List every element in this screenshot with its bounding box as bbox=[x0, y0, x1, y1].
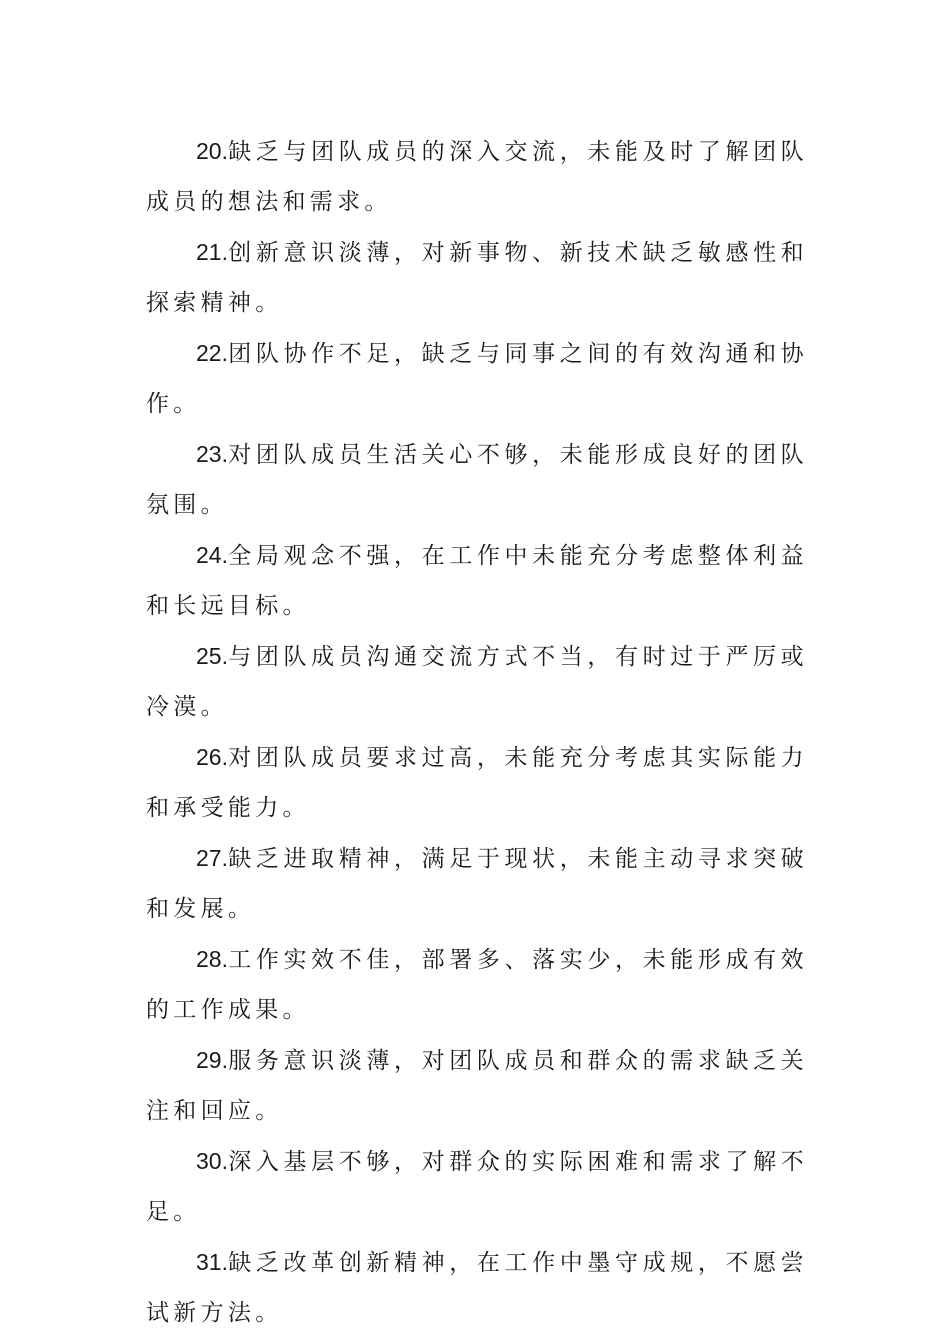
item-number: 27. bbox=[196, 845, 228, 871]
item-number: 30. bbox=[196, 1148, 228, 1174]
item-text: 工作实效不佳，部署多、落实少，未能形成有效的工作成果。 bbox=[146, 947, 808, 1023]
item-text: 缺乏改革创新精神，在工作中墨守成规，不愿尝试新方法。 bbox=[146, 1250, 808, 1326]
item-number: 28. bbox=[196, 946, 228, 972]
item-text: 团队协作不足，缺乏与同事之间的有效沟通和协作。 bbox=[146, 341, 808, 417]
item-text: 缺乏与团队成员的深入交流，未能及时了解团队成员的想法和需求。 bbox=[146, 139, 808, 215]
item-text: 对团队成员生活关心不够，未能形成良好的团队氛围。 bbox=[146, 442, 808, 518]
document-body bbox=[146, 126, 808, 1338]
list-item bbox=[146, 833, 808, 934]
item-number: 21. bbox=[196, 239, 228, 265]
item-text: 创新意识淡薄，对新事物、新技术缺乏敏感性和探索精神。 bbox=[146, 240, 808, 316]
item-text: 与团队成员沟通交流方式不当，有时过于严厉或冷漠。 bbox=[146, 644, 808, 720]
item-number: 26. bbox=[196, 744, 228, 770]
item-text: 服务意识淡薄，对团队成员和群众的需求缺乏关注和回应。 bbox=[146, 1048, 808, 1124]
list-item bbox=[146, 1035, 808, 1136]
list-item bbox=[146, 126, 808, 227]
list-item bbox=[146, 530, 808, 631]
item-text: 对团队成员要求过高，未能充分考虑其实际能力和承受能力。 bbox=[146, 745, 808, 821]
item-text: 深入基层不够，对群众的实际困难和需求了解不足。 bbox=[146, 1149, 808, 1225]
item-number: 29. bbox=[196, 1047, 228, 1073]
item-text: 缺乏进取精神，满足于现状，未能主动寻求突破和发展。 bbox=[146, 846, 808, 922]
list-item bbox=[146, 227, 808, 328]
item-number: 25. bbox=[196, 643, 228, 669]
list-item bbox=[146, 732, 808, 833]
item-number: 22. bbox=[196, 340, 228, 366]
list-item bbox=[146, 631, 808, 732]
list-item bbox=[146, 934, 808, 1035]
list-item bbox=[146, 1237, 808, 1338]
item-text: 全局观念不强，在工作中未能充分考虑整体利益和长远目标。 bbox=[146, 543, 808, 619]
list-item bbox=[146, 1136, 808, 1237]
item-number: 31. bbox=[196, 1249, 228, 1275]
list-item bbox=[146, 429, 808, 530]
list-item bbox=[146, 328, 808, 429]
item-number: 23. bbox=[196, 441, 228, 467]
item-number: 24. bbox=[196, 542, 228, 568]
item-number: 20. bbox=[196, 138, 228, 164]
